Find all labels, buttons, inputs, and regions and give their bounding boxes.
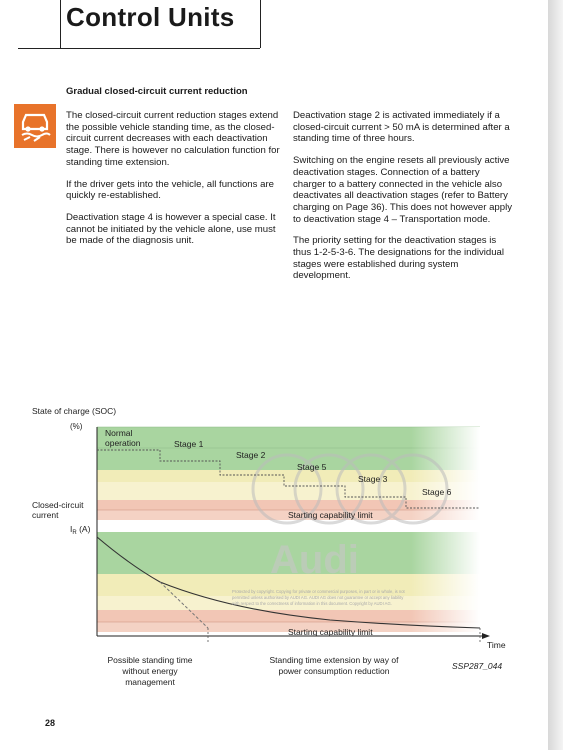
current-axis-label: Closed-circuit xyxy=(32,500,84,510)
paragraph: The closed-circuit current reduction stages extend the possible vehicle standing time, as the closed-circuit current decreases with each deactivation stage. There is however no calculation function for standing time extension. xyxy=(66,110,280,168)
caption-right: power consumption reduction xyxy=(278,666,390,676)
stage-label: Stage 2 xyxy=(236,450,266,460)
copyright-line: Protected by copyright. Copying for private or commercial purposes, in part or in whole, is not xyxy=(232,589,405,594)
stage-label: operation xyxy=(105,438,141,448)
stage-label: Stage 5 xyxy=(297,462,327,472)
soc-axis-label: State of charge (SOC) xyxy=(32,406,117,416)
limit-label: Starting capability limit xyxy=(288,510,373,520)
page-edge xyxy=(548,0,563,750)
warning-car-icon xyxy=(14,104,56,148)
soc-bands xyxy=(97,427,480,520)
stage-label: Stage 3 xyxy=(358,474,388,484)
paragraph: Deactivation stage 4 is however a special case. It cannot be initiated by the vehicle alone, use must be made of the diagnosis unit. xyxy=(66,211,276,247)
title-rule-left xyxy=(60,0,61,48)
title-rule-bottom xyxy=(18,48,260,49)
caption-left: Possible standing time xyxy=(107,655,193,665)
limit-label: Starting capability limit xyxy=(288,627,373,637)
current-axis-label: current xyxy=(32,510,59,520)
right-text-column xyxy=(293,110,513,292)
page-title: Control Units xyxy=(66,2,235,32)
paragraph: If the driver gets into the vehicle, all functions are quickly re-established. xyxy=(66,178,274,202)
stage-label: Normal xyxy=(105,428,133,438)
pct-label: (%) xyxy=(70,422,83,431)
paragraph: Switching on the engine resets all previously active deactivation stages. Connection of a battery charger to a battery connected in the vehicle also deactivates all deactivation stages (refer to Battery charging on Page 36). This does not however apply to deactivation stage 4 – Transportation mode. xyxy=(293,155,513,225)
watermark-logo: Audi xyxy=(270,538,359,582)
paragraph: Deactivation stage 2 is activated immediately if a closed-circuit current > 50 mA is determined after a standing time of three hours. xyxy=(293,110,510,145)
paragraph: The priority setting for the deactivation stages is thus 1-2-5-3-6. The designations for the individual stages were established during system development. xyxy=(293,235,505,282)
caption-left: without energy xyxy=(122,666,178,676)
section-heading: Gradual closed-circuit current reduction xyxy=(66,86,248,97)
stage-label: Stage 1 xyxy=(174,439,204,449)
copyright-line: with respect to the correctness of information in this document. Copyright by AUDI AG. xyxy=(232,601,392,606)
left-text-column xyxy=(66,110,286,257)
title-rule-right xyxy=(260,0,261,48)
ir-label: $I_R$ (A) xyxy=(70,524,91,536)
caption-right: Standing time extension by way of xyxy=(269,655,399,665)
caption-left: management xyxy=(125,677,175,687)
page-number: 28 xyxy=(45,718,56,728)
figure-id: SSP287_044 xyxy=(452,661,503,671)
stage-label: Stage 6 xyxy=(422,487,452,497)
copyright-line: permitted unless authorised by AUDI AG. AUDI AG does not guarantee or accept any liability xyxy=(232,595,404,600)
time-label: Time xyxy=(487,640,506,650)
standing-time-diagram xyxy=(0,400,548,700)
